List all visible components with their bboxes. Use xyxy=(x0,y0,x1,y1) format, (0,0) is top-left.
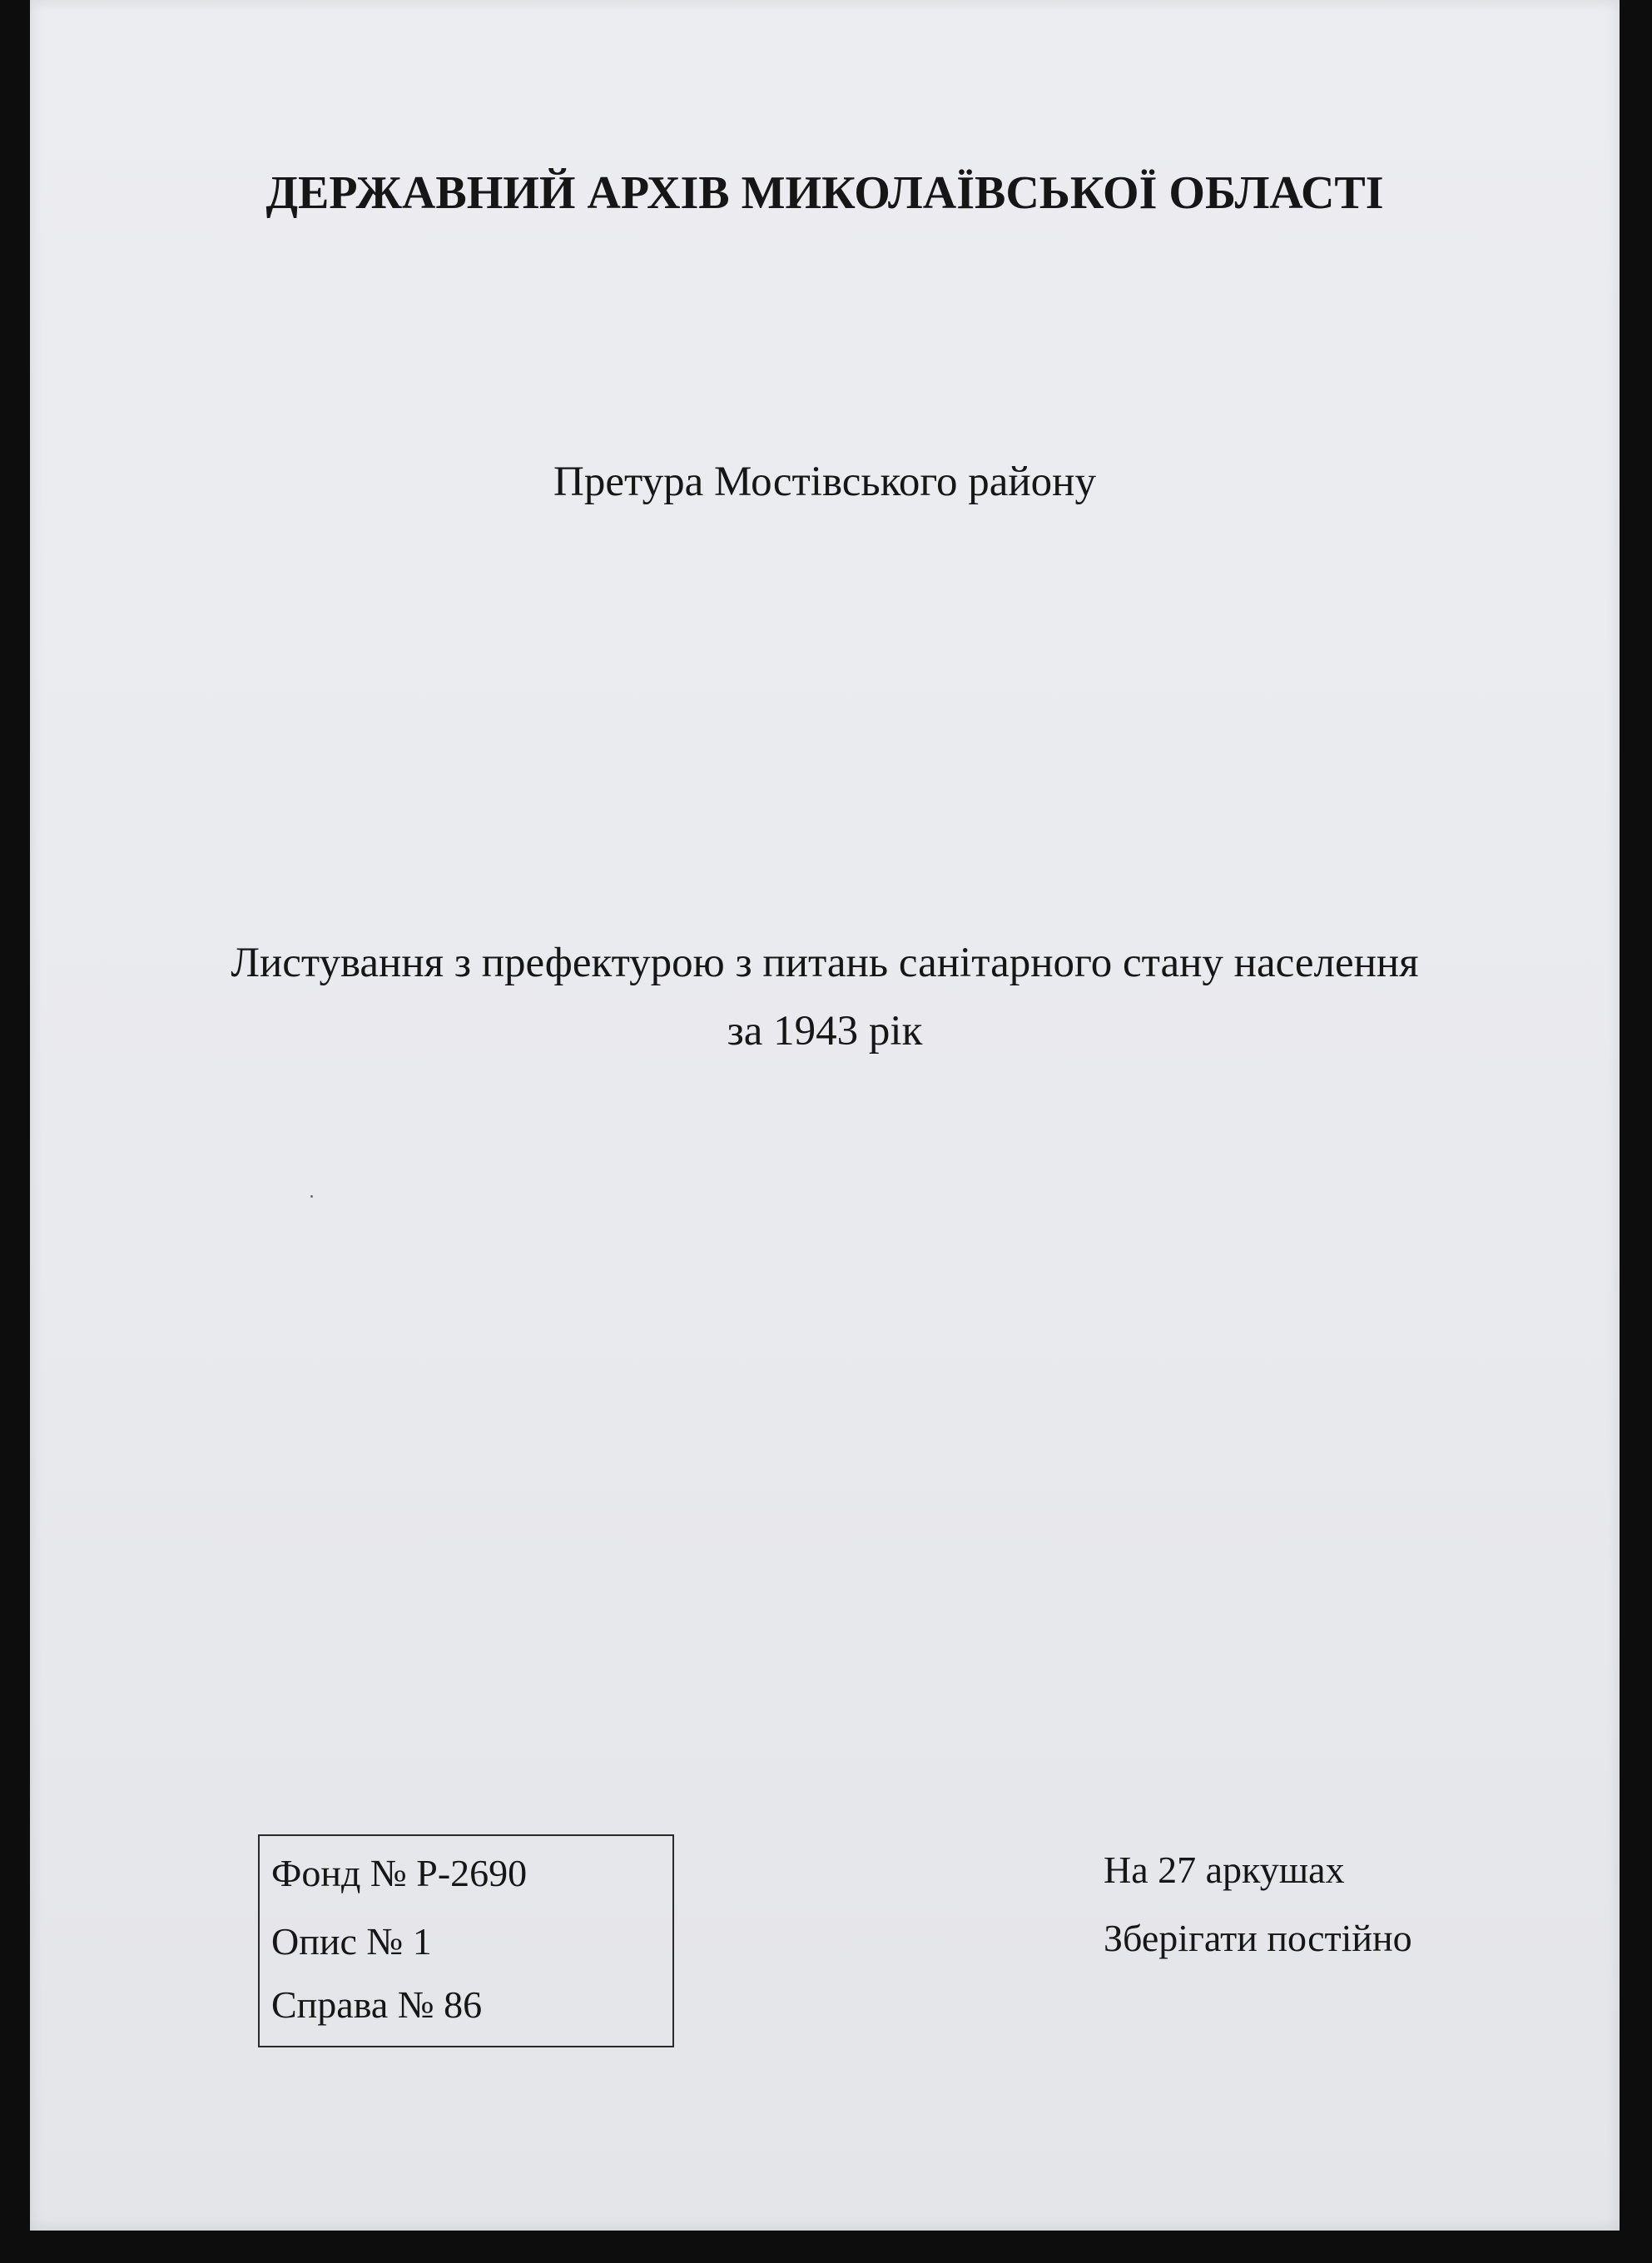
archival-reference-box xyxy=(258,1834,674,2047)
case-period: за 1943 рік xyxy=(727,1008,923,1055)
sprava-number: Справа № 86 xyxy=(271,1983,483,2026)
opys-number: Опис № 1 xyxy=(271,1920,432,1963)
fond-number: Фонд № Р-2690 xyxy=(271,1852,528,1894)
paper-speck xyxy=(310,1195,313,1198)
archive-title: ДЕРЖАВНИЙ АРХІВ МИКОЛАЇВСЬКОЇ ОБЛАСТІ xyxy=(265,167,1384,219)
case-title: Листування з префектурою з питань санітарного стану населення xyxy=(231,940,1419,986)
retention-note: Зберігати постійно xyxy=(1104,1917,1412,1959)
sheets-count: На 27 аркушах xyxy=(1104,1849,1345,1891)
document-page xyxy=(30,0,1620,2231)
institution-name: Претура Мостівського району xyxy=(553,459,1096,505)
